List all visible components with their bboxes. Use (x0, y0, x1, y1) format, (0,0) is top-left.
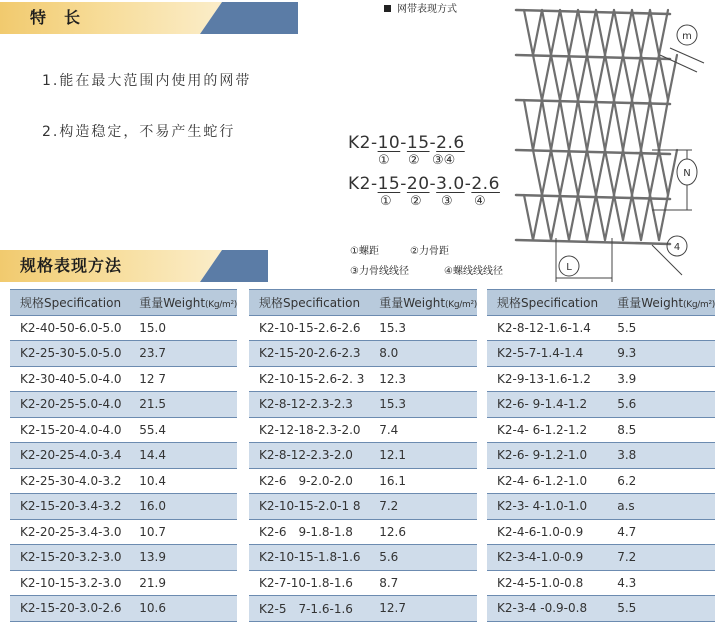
code-example-2 (348, 174, 500, 194)
spec-cell: K2-20-25-5.0-4.0 (10, 392, 139, 418)
code1-num-2: ② (408, 153, 420, 168)
table-row (249, 570, 477, 596)
code2-pitch: 15 (377, 174, 401, 194)
spec-header: 规格Specification (487, 290, 617, 316)
weight-header (617, 290, 715, 316)
table-row (10, 596, 237, 622)
table-row (487, 341, 715, 367)
weight-cell: 6.2 (617, 468, 715, 494)
table-row (249, 392, 477, 418)
spec-cell: K2-10-15-2.6-2.6 (249, 315, 379, 341)
table-row (10, 494, 237, 520)
note-pitch: ①螺距 (350, 246, 379, 257)
spec-cell: K2-4-6-1.0-0.9 (487, 519, 617, 545)
table-row (487, 315, 715, 341)
weight-cell: 23.7 (139, 341, 237, 367)
weight-cell: 8.0 (379, 341, 477, 367)
spec-cell: K2-3- 4-1.0-1.0 (487, 494, 617, 520)
weight-cell: 9.3 (617, 341, 715, 367)
code2-num-1: ① (380, 194, 392, 209)
table-row (10, 315, 237, 341)
table-row (487, 519, 715, 545)
code2-num-4: ④ (474, 194, 486, 209)
weight-cell: 12.6 (379, 519, 477, 545)
weight-cell: 7.2 (617, 545, 715, 571)
table-row (249, 468, 477, 494)
table-row (249, 494, 477, 520)
spec-cell: K2-6- 9-1.2-1.0 (487, 443, 617, 469)
weight-cell: 4.7 (617, 519, 715, 545)
weight-header (379, 290, 477, 316)
table-row (249, 545, 477, 571)
legend-title-text: 网带表现方式 (397, 4, 457, 15)
spec-cell: K2-15-20-3.0-2.6 (10, 596, 139, 622)
table-row (249, 417, 477, 443)
weight-cell: 15.3 (379, 392, 477, 418)
weight-cell: 15.0 (139, 315, 237, 341)
table-row (10, 366, 237, 392)
code2-prefix: K2- (348, 174, 378, 194)
table-row (249, 443, 477, 469)
weight-header-label: 重量Weight (617, 295, 684, 310)
spec-cell: K2-4- 6-1.2-1.2 (487, 417, 617, 443)
weight-cell: 12.3 (379, 366, 477, 392)
spec-table-2 (249, 289, 477, 622)
spec-cell: K2-6 9-1.8-1.8 (249, 519, 379, 545)
note-rod-wire: ③力骨线线径 (350, 266, 409, 277)
feature-item-1: 1.能在最大范围内使用的网带 (42, 73, 252, 89)
weight-cell: 55.4 (139, 417, 237, 443)
weight-cell: 7.4 (379, 417, 477, 443)
weight-cell: 8.7 (379, 570, 477, 596)
features-banner (0, 2, 298, 34)
weight-cell: 21.9 (139, 570, 237, 596)
table-row (249, 596, 477, 622)
square-bullet-icon (384, 5, 391, 12)
table-row (10, 392, 237, 418)
table-row (10, 417, 237, 443)
spec-cell: K2-6- 9-1.4-1.2 (487, 392, 617, 418)
weight-cell: 16.1 (379, 468, 477, 494)
spec-cell: K2-7-10-1.8-1.6 (249, 570, 379, 596)
weight-header-unit: (Kg/m²) (683, 299, 715, 310)
mark-m: m (682, 31, 692, 42)
table-row (10, 519, 237, 545)
weight-cell: 3.8 (617, 443, 715, 469)
spec-cell: K2-10-15-2.6-2. 3 (249, 366, 379, 392)
weight-header-label: 重量Weight (139, 295, 206, 310)
table-row (487, 392, 715, 418)
weight-cell: 12.7 (379, 596, 477, 622)
note-rod-pitch: ②力骨距 (410, 246, 449, 257)
weight-cell: 14.4 (139, 443, 237, 469)
weight-cell: 3.9 (617, 366, 715, 392)
spec-cell: K2-4-5-1.0-0.8 (487, 570, 617, 596)
weight-cell: 15.3 (379, 315, 477, 341)
weight-header-unit: (Kg/m²) (205, 299, 237, 310)
spec-cell: K2-15-20-2.6-2.3 (249, 341, 379, 367)
weight-cell: 8.5 (617, 417, 715, 443)
table-row (249, 341, 477, 367)
mark-l: L (566, 262, 572, 273)
code1-dash: - (400, 133, 407, 153)
table-row (10, 443, 237, 469)
spec-header: 规格Specification (249, 290, 379, 316)
spec-title: 规格表现方法 (20, 256, 123, 275)
code2-num-2: ② (410, 194, 422, 209)
code2-spiral-wire: 2.6 (471, 174, 500, 194)
code2-dash: - (429, 174, 437, 194)
table-row (249, 519, 477, 545)
weight-cell: 4.3 (617, 570, 715, 596)
table-header-row (10, 290, 237, 316)
table-row (487, 468, 715, 494)
weight-cell: 10.4 (139, 468, 237, 494)
spec-cell: K2-10-15-1.8-1.6 (249, 545, 379, 571)
table-row (487, 417, 715, 443)
weight-cell: 5.5 (617, 315, 715, 341)
weight-cell: 5.6 (379, 545, 477, 571)
weight-cell: 13.9 (139, 545, 237, 571)
code1-wire: 2.6 (436, 133, 465, 153)
weight-cell: 7.2 (379, 494, 477, 520)
spec-cell: K2-15-20-3.2-3.0 (10, 545, 139, 571)
spec-cell: K2-5 7-1.6-1.6 (249, 596, 379, 622)
code1-prefix: K2- (348, 133, 378, 153)
features-title: 特 长 (30, 8, 82, 27)
code-example-1 (348, 133, 465, 153)
code2-dash: - (400, 174, 407, 194)
code1-rod-pitch: 15 (406, 133, 430, 153)
table-row (487, 366, 715, 392)
mark-4: 4 (673, 242, 681, 253)
table-row (487, 596, 715, 622)
table-row (249, 366, 477, 392)
spec-cell: K2-20-25-3.4-3.0 (10, 519, 139, 545)
table-row (487, 545, 715, 571)
weight-cell: 10.7 (139, 519, 237, 545)
weight-header-label: 重量Weight (379, 295, 446, 310)
code2-num-3: ③ (441, 194, 453, 209)
table-row (249, 315, 477, 341)
weight-header (139, 290, 237, 316)
weight-cell: 5.5 (617, 596, 715, 622)
code1-num-34: ③④ (432, 153, 456, 168)
table-row (487, 570, 715, 596)
spec-cell: K2-3-4-1.0-0.9 (487, 545, 617, 571)
note-spiral-wire: ④螺线线线径 (444, 266, 503, 277)
spec-cell: K2-25-30-5.0-5.0 (10, 341, 139, 367)
table-row (487, 494, 715, 520)
spec-cell: K2-6 9-2.0-2.0 (249, 468, 379, 494)
legend-title (384, 0, 457, 15)
weight-cell: 5.6 (617, 392, 715, 418)
weight-cell: 21.5 (139, 392, 237, 418)
weight-cell: 12 7 (139, 366, 237, 392)
mark-n: N (683, 168, 691, 179)
spec-cell: K2-8-12-1.6-1.4 (487, 315, 617, 341)
spec-cell: K2-8-12-2.3-2.0 (249, 443, 379, 469)
table-row (10, 570, 237, 596)
code1-dash: - (429, 133, 437, 153)
spec-table-1 (10, 289, 237, 622)
spec-cell: K2-10-15-2.0-1 8 (249, 494, 379, 520)
weight-header-unit: (Kg/m²) (445, 299, 477, 310)
spec-cell: K2-30-40-5.0-4.0 (10, 366, 139, 392)
spec-cell: K2-10-15-3.2-3.0 (10, 570, 139, 596)
spec-cell: K2-15-20-3.4-3.2 (10, 494, 139, 520)
table-row (10, 545, 237, 571)
spec-cell: K2-20-25-4.0-3.4 (10, 443, 139, 469)
weight-cell: 16.0 (139, 494, 237, 520)
table-row (10, 341, 237, 367)
spec-cell: K2-15-20-4.0-4.0 (10, 417, 139, 443)
code1-pitch: 10 (377, 133, 401, 153)
weight-cell: 10.6 (139, 596, 237, 622)
code2-dash: - (464, 174, 472, 194)
spec-cell: K2-3-4 -0.9-0.8 (487, 596, 617, 622)
table-row (10, 468, 237, 494)
feature-item-2: 2.构造稳定，不易产生蛇行 (42, 124, 236, 140)
table-row (487, 443, 715, 469)
mesh-belt-diagram (512, 0, 712, 285)
table-header-row (249, 290, 477, 316)
spec-cell: K2-25-30-4.0-3.2 (10, 468, 139, 494)
table-header-row (487, 290, 715, 316)
code2-rod-pitch: 20 (406, 174, 430, 194)
code2-rod-wire: 3.0 (436, 174, 465, 194)
code1-num-1: ① (378, 153, 390, 168)
spec-cell: K2-8-12-2.3-2.3 (249, 392, 379, 418)
spec-cell: K2-40-50-6.0-5.0 (10, 315, 139, 341)
weight-cell: a.s (617, 494, 715, 520)
spec-cell: K2-5-7-1.4-1.4 (487, 341, 617, 367)
spec-cell: K2-12-18-2.3-2.0 (249, 417, 379, 443)
spec-cell: K2-9-13-1.6-1.2 (487, 366, 617, 392)
spec-cell: K2-4- 6-1.2-1.0 (487, 468, 617, 494)
spec-banner (0, 250, 268, 282)
spec-header: 规格Specification (10, 290, 139, 316)
spec-table-3 (487, 289, 715, 622)
weight-cell: 12.1 (379, 443, 477, 469)
